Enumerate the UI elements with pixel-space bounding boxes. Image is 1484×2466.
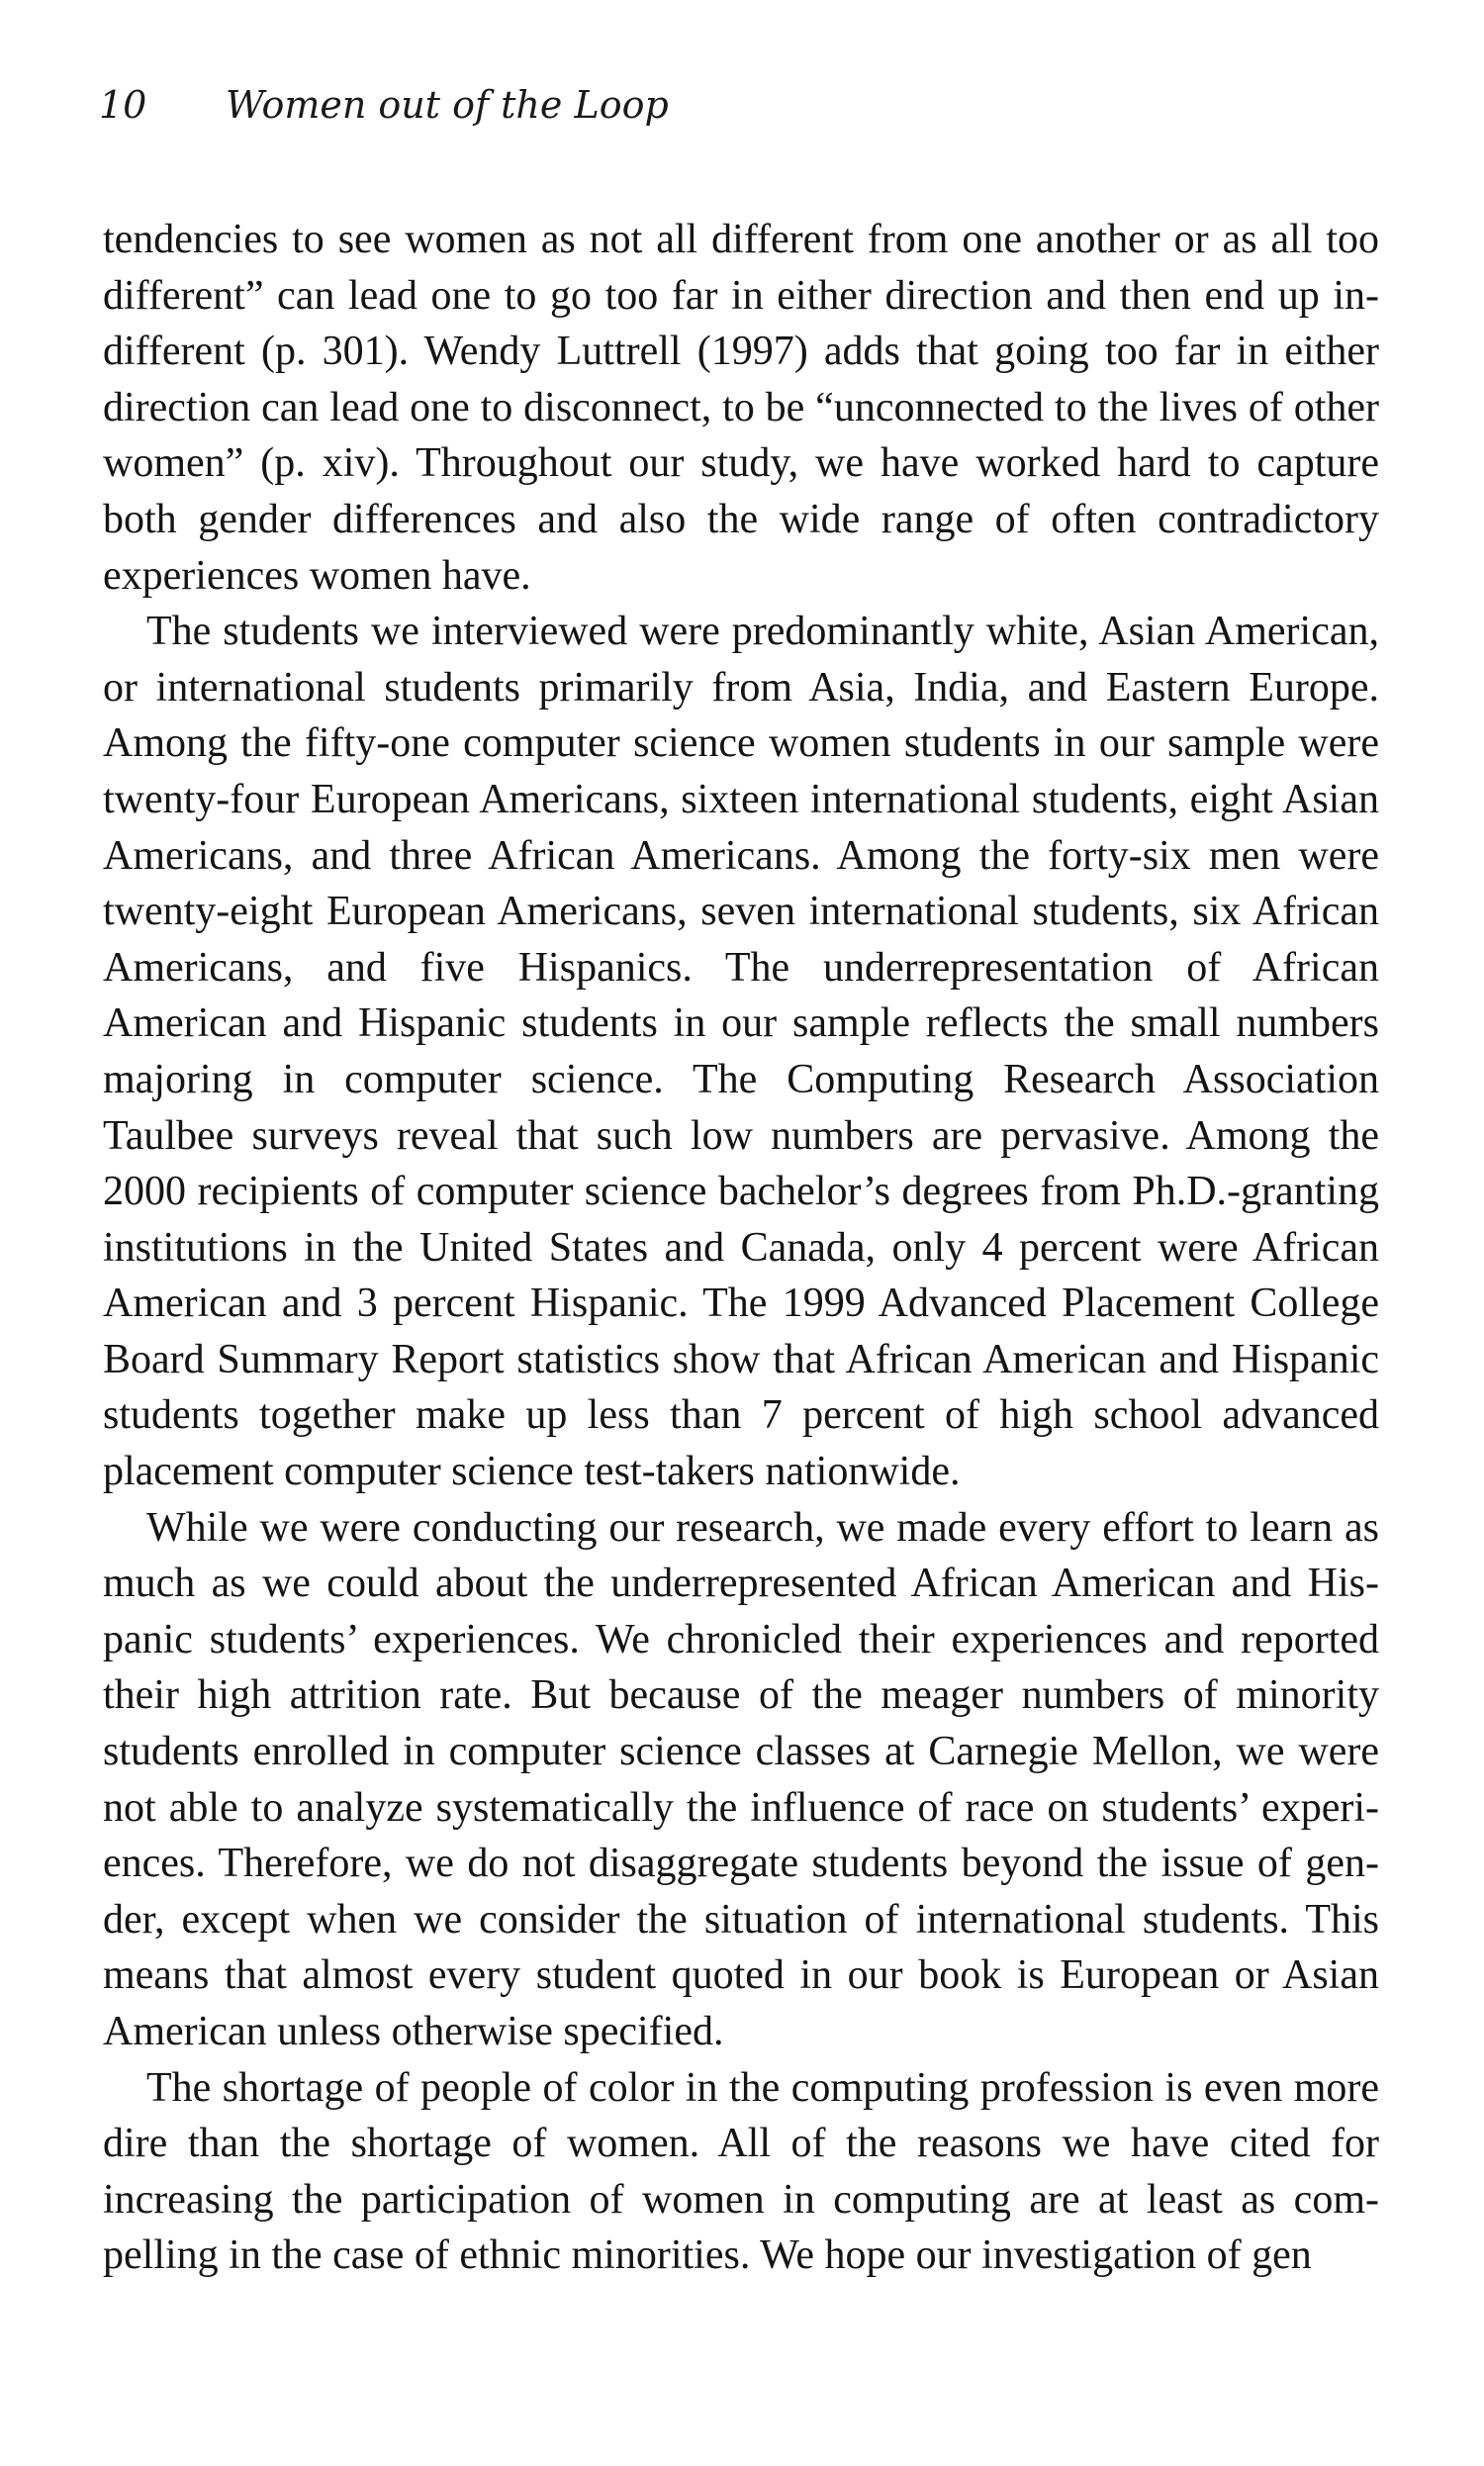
running-head bbox=[99, 83, 669, 127]
running-title: Women out of the Loop bbox=[226, 83, 669, 127]
paragraph-continuation: tendencies to see women as not all different from one another or as all too different” can lead one to go too far in either direction and then end up indifferent (p. 301). Wendy Luttrell (1997) adds that going too far in either direction can lead one to disconnect, to be “unconnected to the lives of other women” (p. xiv). Throughout our study, we have worked hard to capture both gender differences and also the wide range of often contradictory experiences women have. bbox=[103, 217, 1379, 599]
paragraph-people-of-color: The shortage of people of color in the computing profession is even more dire than the shortage of women. All of the reasons we have cited for increasing the participation of women in computing are at least as compelling in the case of ethnic minorities. We hope our investigation of gen bbox=[103, 2064, 1379, 2279]
paragraph-student-demographics: The students we interviewed were predominantly white, Asian American, or international students primarily from Asia, India, and Eastern Europe. Among the fifty-one computer science women students in our sample were twenty-four European Americans, sixteen international students, eight Asian Americans, and three African Americans. Among the forty-six men were twenty-eight European Americans, seven international students, six African Americans, and five Hispanics. The underrepresentation of African American and Hispanic students in our sample reflects the small numbers majoring in computer science. The Computing Research Association Taulbee surveys reveal that such low numbers are pervasive. Among the 2000 recipients of computer science bachelor’s degrees from Ph.D.-granting institutions in the United States and Canada, only 4 percent were African American and 3 percent Hispanic. The 1999 Advanced Placement College Board Summary Report statistics show that African American and Hispanic students together make up less than 7 percent of high school advanced placement computer science test-takers nationwide. bbox=[103, 609, 1379, 1495]
body-text bbox=[103, 212, 1379, 2284]
page-number: 10 bbox=[99, 83, 147, 127]
paragraph-research-limitations: While we were conducting our research, we made every effort to learn as much as we could about the underrepresented African American and Hispanic students’ experiences. We chronicled their experiences and reported their high attrition rate. But because of the meager numbers of minority students enrolled in computer science classes at Carnegie Mellon, we were not able to analyze systematically the influence of race on students’ experiences. Therefore, we do not disaggregate students beyond the issue of gender, except when we consider the situation of international students. This means that almost every student quoted in our book is European or Asian American unless otherwise specified. bbox=[103, 1504, 1379, 2054]
